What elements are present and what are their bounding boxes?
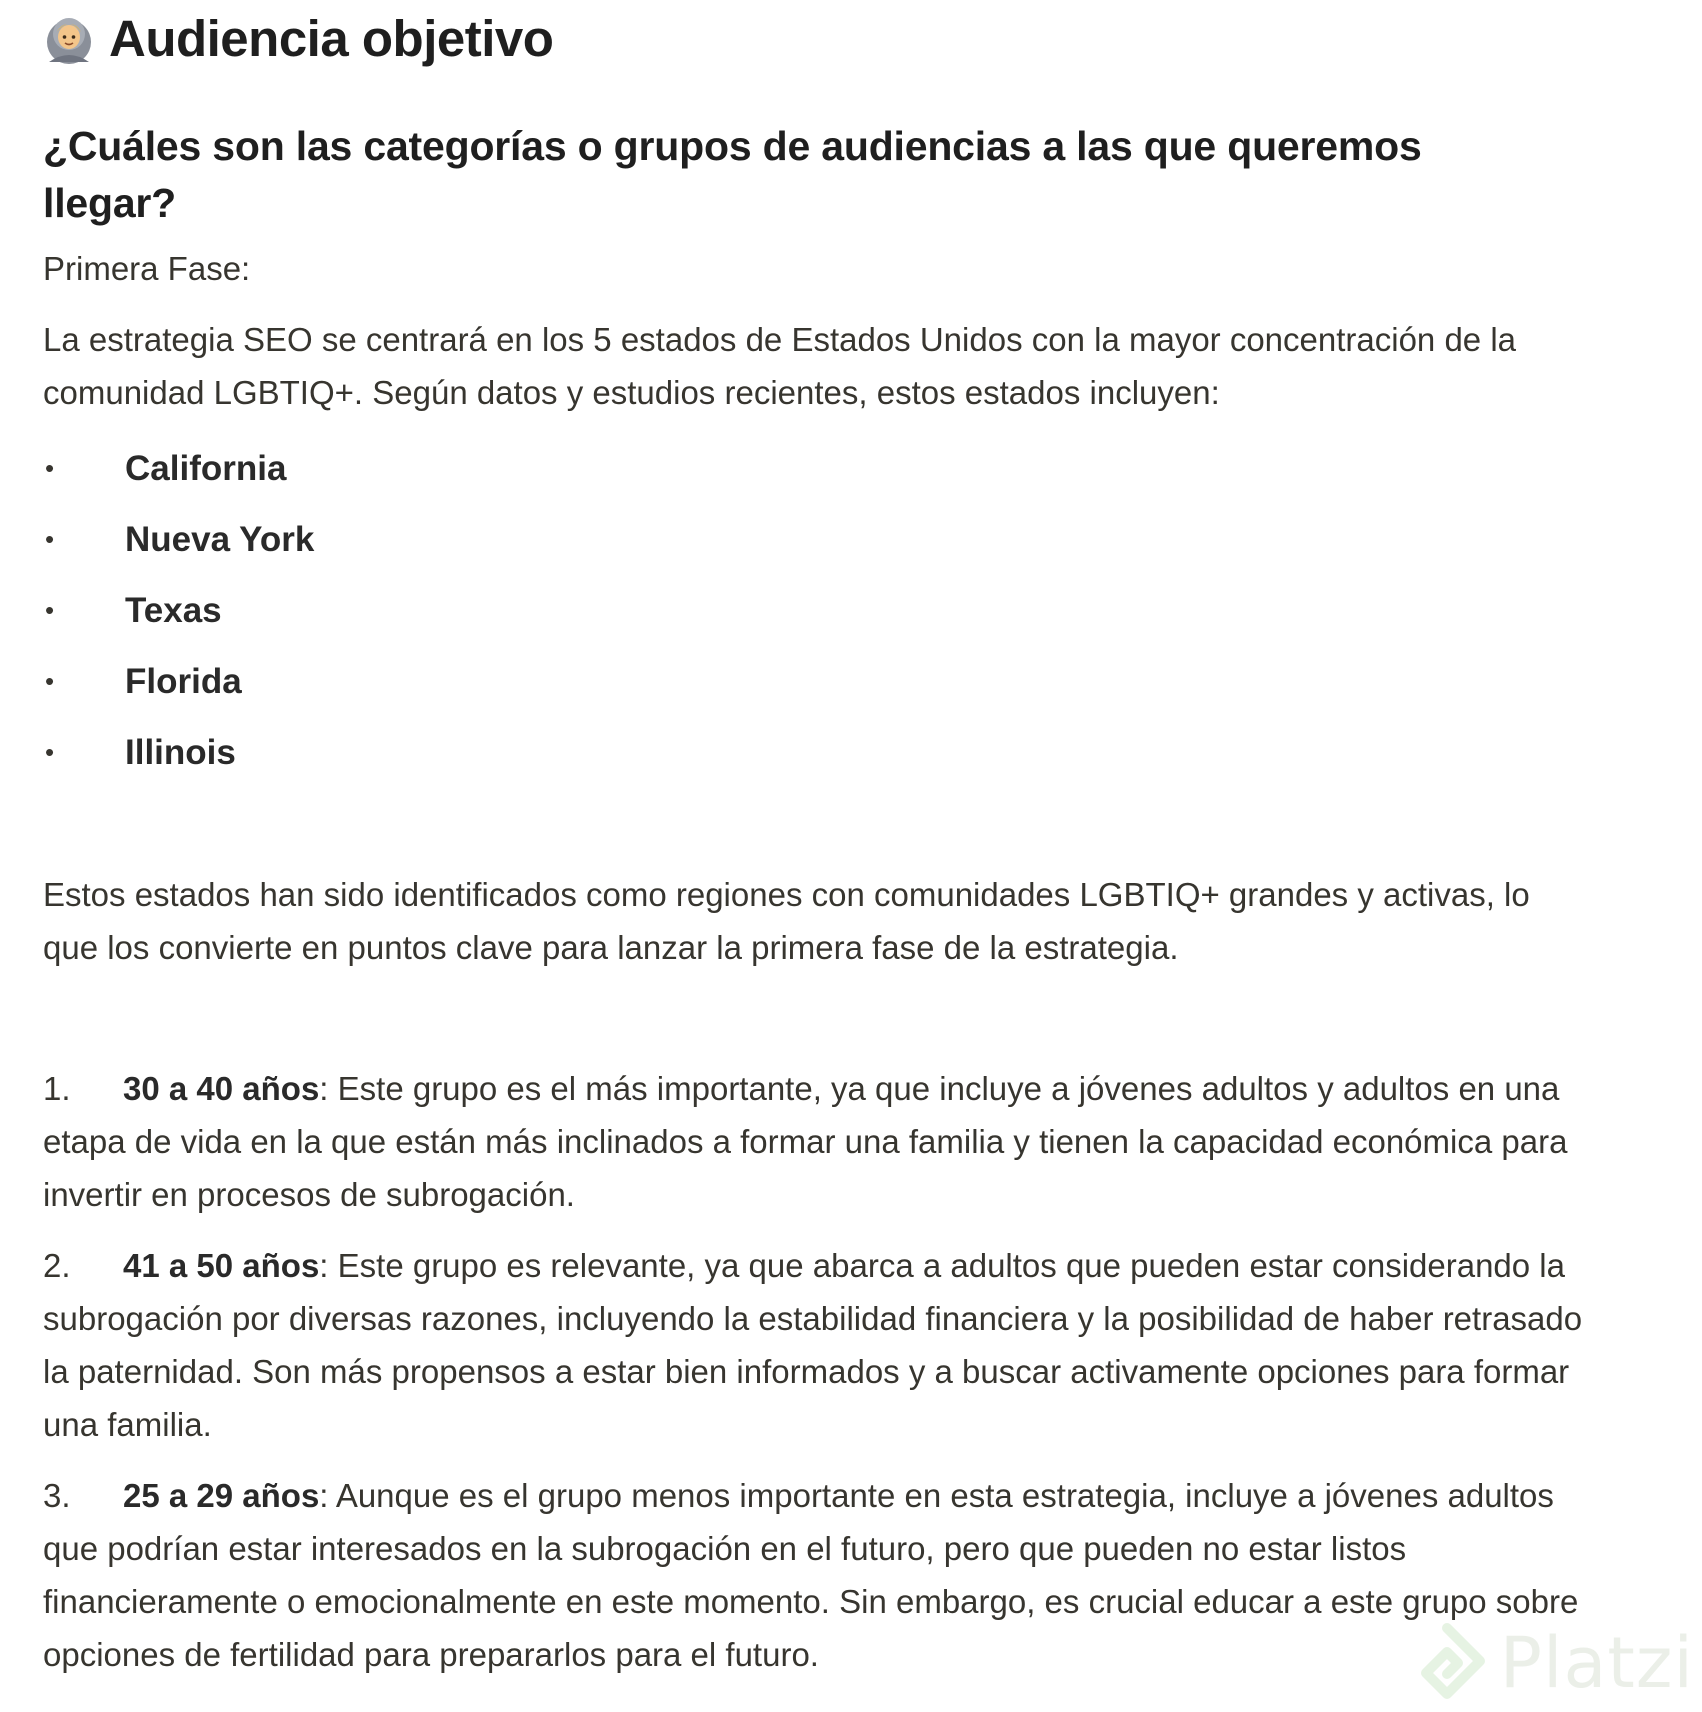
watermark-text: Platzi (1499, 1622, 1694, 1704)
age-group-description: : Aunque es el grupo menos importante en esta estrategia, incluye a jóvenes adultos que podrían estar interesados en la subrogación en el futuro, pero que pueden no estar listos financieramente o emocionalmente en este momento. Sin embargo, es crucial educar a este grupo sobre opciones de fertilidad para prepararlos para el futuro. (43, 1477, 1579, 1673)
numbered-item (43, 1469, 1583, 1681)
platzi-logo-icon (1406, 1622, 1488, 1704)
age-group-description: : Este grupo es el más importante, ya que incluye a jóvenes adultos y adultos en una etapa de vida en la que están más inclinados a formar una familia y tienen la capacidad económica para invertir en procesos de subrogación. (43, 1070, 1568, 1213)
list-item (43, 504, 1583, 575)
bullet: • (45, 737, 55, 767)
states-note-paragraph: Estos estados han sido identificados como regiones con comunidades LGBTIQ+ grandes y activas, lo que los convierte en puntos clave para lanzar la primera fase de la estrategia. (43, 876, 1530, 966)
age-groups-list (43, 1062, 1583, 1681)
state-name: Nueva York (125, 519, 315, 559)
numbered-item (43, 1062, 1583, 1221)
states-list (43, 433, 1583, 788)
watermark (1406, 1622, 1694, 1704)
age-group-label: 30 a 40 años (123, 1070, 320, 1107)
document-page (43, 0, 1583, 1699)
title-row (43, 0, 1583, 76)
bullet: • (45, 453, 55, 483)
list-item (43, 575, 1583, 646)
list-number: 3. (43, 1477, 71, 1514)
section-heading: ¿Cuáles son las categorías o grupos de audiencias a las que queremos llegar? (43, 123, 1422, 226)
bullet: • (45, 595, 55, 625)
list-number: 1. (43, 1070, 71, 1107)
intro-paragraph: La estrategia SEO se centrará en los 5 estados de Estados Unidos con la mayor concentración de la comunidad LGBTIQ+. Según datos y estudios recientes, estos estados incluyen: (43, 321, 1517, 411)
state-name: Florida (125, 661, 242, 701)
age-group-label: 25 a 29 años (123, 1477, 320, 1514)
bullet: • (45, 666, 55, 696)
list-item (43, 646, 1583, 717)
state-name: California (125, 448, 287, 488)
person-with-veil-icon (43, 12, 95, 64)
state-name: Texas (125, 590, 222, 630)
phase-label: Primera Fase: (43, 250, 251, 287)
age-group-description: : Este grupo es relevante, ya que abarca a adultos que pueden estar considerando la subrogación por diversas razones, incluyendo la estabilidad financiera y la posibilidad de haber retrasado la paternidad. Son más propensos a estar bien informados y a buscar activamente opciones para formar una familia. (43, 1247, 1583, 1443)
page-title: Audiencia objetivo (109, 9, 554, 67)
age-group-label: 41 a 50 años (123, 1247, 320, 1284)
state-name: Illinois (125, 732, 236, 772)
bullet: • (45, 524, 55, 554)
list-number: 2. (43, 1247, 71, 1284)
numbered-item (43, 1239, 1583, 1451)
list-item (43, 433, 1583, 504)
list-item (43, 717, 1583, 788)
